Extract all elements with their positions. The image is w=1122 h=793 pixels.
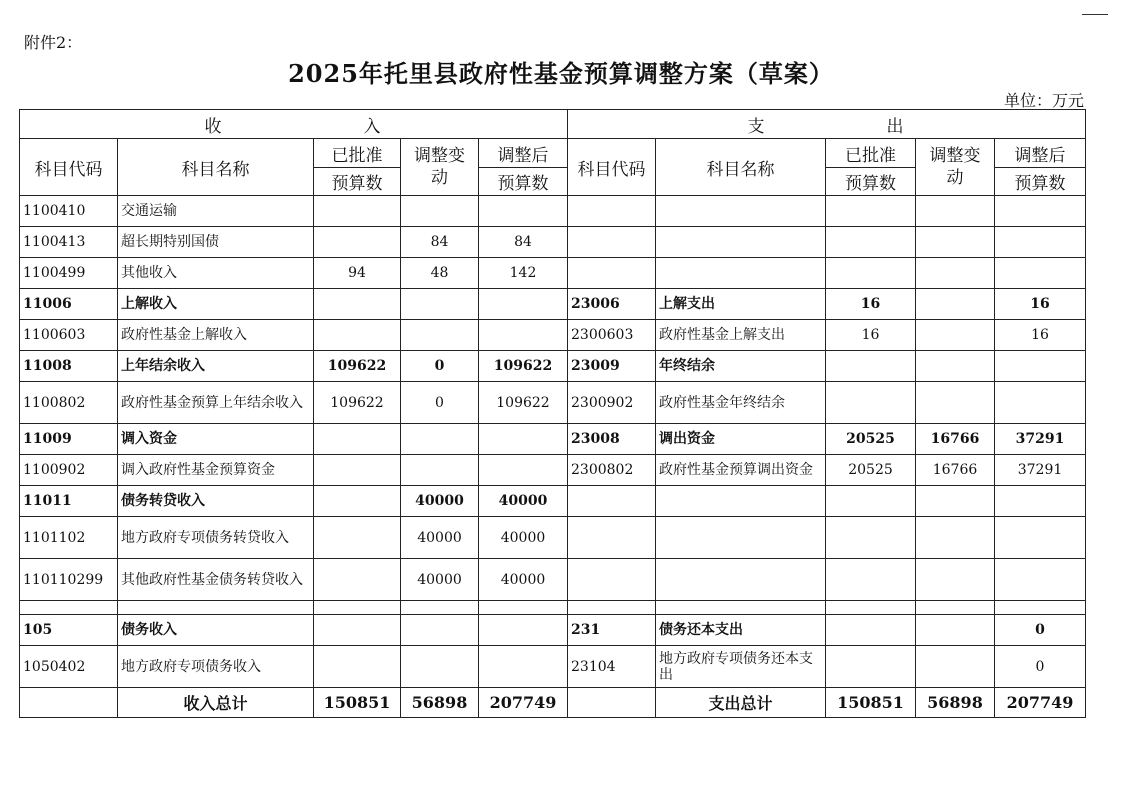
expense-approved-cell: 20525 <box>826 424 916 455</box>
expense-code-cell <box>568 559 656 601</box>
expense-code-cell: 23104 <box>568 646 656 688</box>
income-name-cell: 地方政府专项债务收入 <box>118 646 314 688</box>
expense-name-cell: 调出资金 <box>656 424 826 455</box>
income-section-char-2: 入 <box>363 116 383 137</box>
expense-change-cell <box>916 351 995 382</box>
table-row <box>20 601 1086 615</box>
income-name-cell: 上解收入 <box>118 289 314 320</box>
expense-adjusted-header-1: 调整后 <box>995 139 1086 168</box>
expense-approved-cell <box>826 351 916 382</box>
income-approved-cell <box>314 196 401 227</box>
expense-approved-header-1: 已批准 <box>826 139 916 168</box>
expense-change-cell <box>916 196 995 227</box>
income-adjusted-cell: 40000 <box>479 486 568 517</box>
total-expense-adjusted: 207749 <box>995 688 1086 718</box>
income-approved-cell <box>314 424 401 455</box>
table-row <box>20 517 1086 559</box>
total-income-label: 收入总计 <box>118 688 314 718</box>
expense-adjusted-cell: 16 <box>995 289 1086 320</box>
expense-approved-cell <box>826 382 916 424</box>
expense-change-cell: 16766 <box>916 424 995 455</box>
expense-name-cell <box>656 559 826 601</box>
income-code-cell: 1100410 <box>20 196 118 227</box>
total-income-approved: 150851 <box>314 688 401 718</box>
expense-section-char-2: 出 <box>886 116 906 137</box>
income-name-cell: 地方政府专项债务转贷收入 <box>118 517 314 559</box>
expense-change-cell <box>916 320 995 351</box>
expense-adjusted-cell: 37291 <box>995 455 1086 486</box>
income-adjusted-cell: 142 <box>479 258 568 289</box>
expense-name-cell <box>656 601 826 615</box>
income-adjusted-cell <box>479 455 568 486</box>
income-change-cell <box>401 320 479 351</box>
income-approved-cell <box>314 517 401 559</box>
total-income-adjusted: 207749 <box>479 688 568 718</box>
income-name-cell: 其他收入 <box>118 258 314 289</box>
expense-change-cell <box>916 486 995 517</box>
total-income-code <box>20 688 118 718</box>
expense-name-cell <box>656 258 826 289</box>
expense-name-cell: 上解支出 <box>656 289 826 320</box>
income-approved-cell <box>314 289 401 320</box>
income-change-cell <box>401 196 479 227</box>
expense-approved-cell <box>826 258 916 289</box>
section-header-row <box>20 110 1086 139</box>
expense-code-cell <box>568 258 656 289</box>
income-name-cell: 政府性基金上解收入 <box>118 320 314 351</box>
income-approved-cell: 94 <box>314 258 401 289</box>
table-row <box>20 258 1086 289</box>
income-adjusted-cell <box>479 289 568 320</box>
expense-name-cell: 政府性基金预算调出资金 <box>656 455 826 486</box>
expense-adjusted-cell <box>995 559 1086 601</box>
income-code-cell: 1100802 <box>20 382 118 424</box>
income-adjusted-cell <box>479 615 568 646</box>
expense-name-cell: 政府性基金年终结余 <box>656 382 826 424</box>
table-row <box>20 351 1086 382</box>
income-approved-cell <box>314 559 401 601</box>
income-adjusted-cell: 109622 <box>479 351 568 382</box>
income-approved-cell: 109622 <box>314 351 401 382</box>
income-adjusted-header-1: 调整后 <box>479 139 568 168</box>
expense-change-cell <box>916 615 995 646</box>
table-row <box>20 289 1086 320</box>
table-row <box>20 559 1086 601</box>
income-code-cell: 1050402 <box>20 646 118 688</box>
table-row <box>20 455 1086 486</box>
table-row <box>20 646 1086 688</box>
income-adjusted-cell: 40000 <box>479 559 568 601</box>
income-approved-cell <box>314 601 401 615</box>
income-approved-header-2: 预算数 <box>314 168 401 196</box>
income-name-cell <box>118 601 314 615</box>
income-approved-cell: 109622 <box>314 382 401 424</box>
expense-adjusted-cell <box>995 517 1086 559</box>
table-row <box>20 320 1086 351</box>
expense-approved-cell <box>826 646 916 688</box>
expense-name-cell: 地方政府专项债务还本支出 <box>656 646 826 688</box>
expense-adjusted-cell <box>995 196 1086 227</box>
expense-change-cell <box>916 227 995 258</box>
income-adjusted-cell: 84 <box>479 227 568 258</box>
income-name-cell: 上年结余收入 <box>118 351 314 382</box>
income-adjusted-cell <box>479 424 568 455</box>
total-expense-approved: 150851 <box>826 688 916 718</box>
income-code-header: 科目代码 <box>20 139 118 196</box>
income-adjusted-cell <box>479 646 568 688</box>
expense-code-header: 科目代码 <box>568 139 656 196</box>
expense-name-cell: 政府性基金上解支出 <box>656 320 826 351</box>
expense-adjusted-cell <box>995 601 1086 615</box>
income-approved-cell <box>314 486 401 517</box>
document-title: 2025年托里县政府性基金预算调整方案（草案） <box>288 59 834 88</box>
income-change-cell: 40000 <box>401 559 479 601</box>
income-change-cell <box>401 289 479 320</box>
expense-adjusted-cell <box>995 486 1086 517</box>
income-change-cell <box>401 601 479 615</box>
expense-code-cell: 2300902 <box>568 382 656 424</box>
table-row <box>20 424 1086 455</box>
corner-mark <box>1082 14 1108 15</box>
budget-table-body <box>20 196 1086 688</box>
expense-name-cell: 年终结余 <box>656 351 826 382</box>
expense-approved-cell <box>826 486 916 517</box>
expense-code-cell: 231 <box>568 615 656 646</box>
income-change-cell: 0 <box>401 382 479 424</box>
income-code-cell: 11008 <box>20 351 118 382</box>
expense-approved-cell <box>826 517 916 559</box>
expense-adjusted-header-2: 预算数 <box>995 168 1086 196</box>
income-approved-header-1: 已批准 <box>314 139 401 168</box>
income-change-header-1: 调整变 <box>414 146 465 166</box>
income-approved-cell <box>314 320 401 351</box>
expense-approved-cell: 20525 <box>826 455 916 486</box>
table-row <box>20 196 1086 227</box>
income-change-cell <box>401 646 479 688</box>
income-adjusted-header-2: 预算数 <box>479 168 568 196</box>
expense-approved-cell: 16 <box>826 289 916 320</box>
income-name-cell: 调入政府性基金预算资金 <box>118 455 314 486</box>
income-adjusted-cell <box>479 196 568 227</box>
table-row <box>20 615 1086 646</box>
expense-change-cell <box>916 289 995 320</box>
income-name-cell: 政府性基金预算上年结余收入 <box>118 382 314 424</box>
expense-change-cell <box>916 601 995 615</box>
income-code-cell: 11011 <box>20 486 118 517</box>
expense-code-cell: 2300603 <box>568 320 656 351</box>
total-expense-label: 支出总计 <box>656 688 826 718</box>
income-change-header-2: 动 <box>431 168 448 188</box>
income-change-header <box>401 139 479 196</box>
income-code-cell: 1100603 <box>20 320 118 351</box>
table-row <box>20 382 1086 424</box>
expense-approved-cell <box>826 601 916 615</box>
income-change-cell <box>401 455 479 486</box>
expense-approved-cell <box>826 615 916 646</box>
expense-approved-header-2: 预算数 <box>826 168 916 196</box>
attachment-label: 附件2： <box>24 33 83 52</box>
expense-approved-cell: 16 <box>826 320 916 351</box>
expense-approved-cell <box>826 196 916 227</box>
income-approved-cell <box>314 615 401 646</box>
expense-name-header: 科目名称 <box>656 139 826 196</box>
expense-adjusted-cell <box>995 258 1086 289</box>
expense-code-cell <box>568 601 656 615</box>
column-header-row-1 <box>20 139 1086 168</box>
income-code-cell: 1100413 <box>20 227 118 258</box>
income-change-cell: 48 <box>401 258 479 289</box>
expense-change-header-1: 调整变 <box>929 146 981 166</box>
income-code-cell: 11006 <box>20 289 118 320</box>
income-name-cell: 债务转贷收入 <box>118 486 314 517</box>
income-name-cell: 债务收入 <box>118 615 314 646</box>
income-name-cell: 调入资金 <box>118 424 314 455</box>
expense-adjusted-cell <box>995 382 1086 424</box>
expense-change-cell <box>916 646 995 688</box>
expense-change-cell: 16766 <box>916 455 995 486</box>
income-section-header <box>20 110 568 139</box>
expense-change-cell <box>916 382 995 424</box>
expense-adjusted-cell <box>995 351 1086 382</box>
income-change-cell: 84 <box>401 227 479 258</box>
income-code-cell: 1101102 <box>20 517 118 559</box>
income-code-cell: 11009 <box>20 424 118 455</box>
income-section-char-1: 收 <box>204 116 224 137</box>
income-name-header: 科目名称 <box>118 139 314 196</box>
expense-code-cell: 23006 <box>568 289 656 320</box>
expense-change-cell <box>916 258 995 289</box>
expense-name-cell <box>656 196 826 227</box>
income-code-cell <box>20 601 118 615</box>
income-code-cell: 105 <box>20 615 118 646</box>
income-approved-cell <box>314 227 401 258</box>
income-approved-cell <box>314 455 401 486</box>
expense-code-cell: 23008 <box>568 424 656 455</box>
budget-table <box>19 109 1086 718</box>
income-change-cell: 40000 <box>401 517 479 559</box>
expense-name-cell: 债务还本支出 <box>656 615 826 646</box>
income-change-cell: 0 <box>401 351 479 382</box>
income-adjusted-cell: 40000 <box>479 517 568 559</box>
expense-code-cell <box>568 486 656 517</box>
expense-approved-cell <box>826 227 916 258</box>
income-adjusted-cell <box>479 320 568 351</box>
expense-code-cell <box>568 196 656 227</box>
income-change-cell <box>401 424 479 455</box>
unit-label: 单位：万元 <box>1003 91 1084 110</box>
income-name-cell: 交通运输 <box>118 196 314 227</box>
expense-adjusted-cell: 16 <box>995 320 1086 351</box>
total-expense-change: 56898 <box>916 688 995 718</box>
totals-row <box>20 688 1086 718</box>
income-code-cell: 1100902 <box>20 455 118 486</box>
income-change-cell <box>401 615 479 646</box>
expense-section-char-1: 支 <box>747 116 767 137</box>
expense-change-header <box>916 139 995 196</box>
expense-code-cell: 2300802 <box>568 455 656 486</box>
income-name-cell: 其他政府性基金债务转贷收入 <box>118 559 314 601</box>
expense-change-cell <box>916 517 995 559</box>
expense-change-header-2: 动 <box>946 168 964 188</box>
expense-adjusted-cell: 37291 <box>995 424 1086 455</box>
expense-name-cell <box>656 486 826 517</box>
expense-name-cell <box>656 517 826 559</box>
income-adjusted-cell: 109622 <box>479 382 568 424</box>
income-adjusted-cell <box>479 601 568 615</box>
expense-change-cell <box>916 559 995 601</box>
table-row <box>20 486 1086 517</box>
total-income-change: 56898 <box>401 688 479 718</box>
expense-code-cell <box>568 227 656 258</box>
expense-name-cell <box>656 227 826 258</box>
income-change-cell: 40000 <box>401 486 479 517</box>
income-name-cell: 超长期特别国债 <box>118 227 314 258</box>
expense-section-header <box>568 110 1086 139</box>
table-row <box>20 227 1086 258</box>
expense-code-cell: 23009 <box>568 351 656 382</box>
expense-adjusted-cell <box>995 227 1086 258</box>
income-code-cell: 1100499 <box>20 258 118 289</box>
total-expense-code <box>568 688 656 718</box>
expense-adjusted-cell: 0 <box>995 646 1086 688</box>
income-approved-cell <box>314 646 401 688</box>
expense-approved-cell <box>826 559 916 601</box>
expense-adjusted-cell: 0 <box>995 615 1086 646</box>
income-code-cell: 110110299 <box>20 559 118 601</box>
expense-code-cell <box>568 517 656 559</box>
